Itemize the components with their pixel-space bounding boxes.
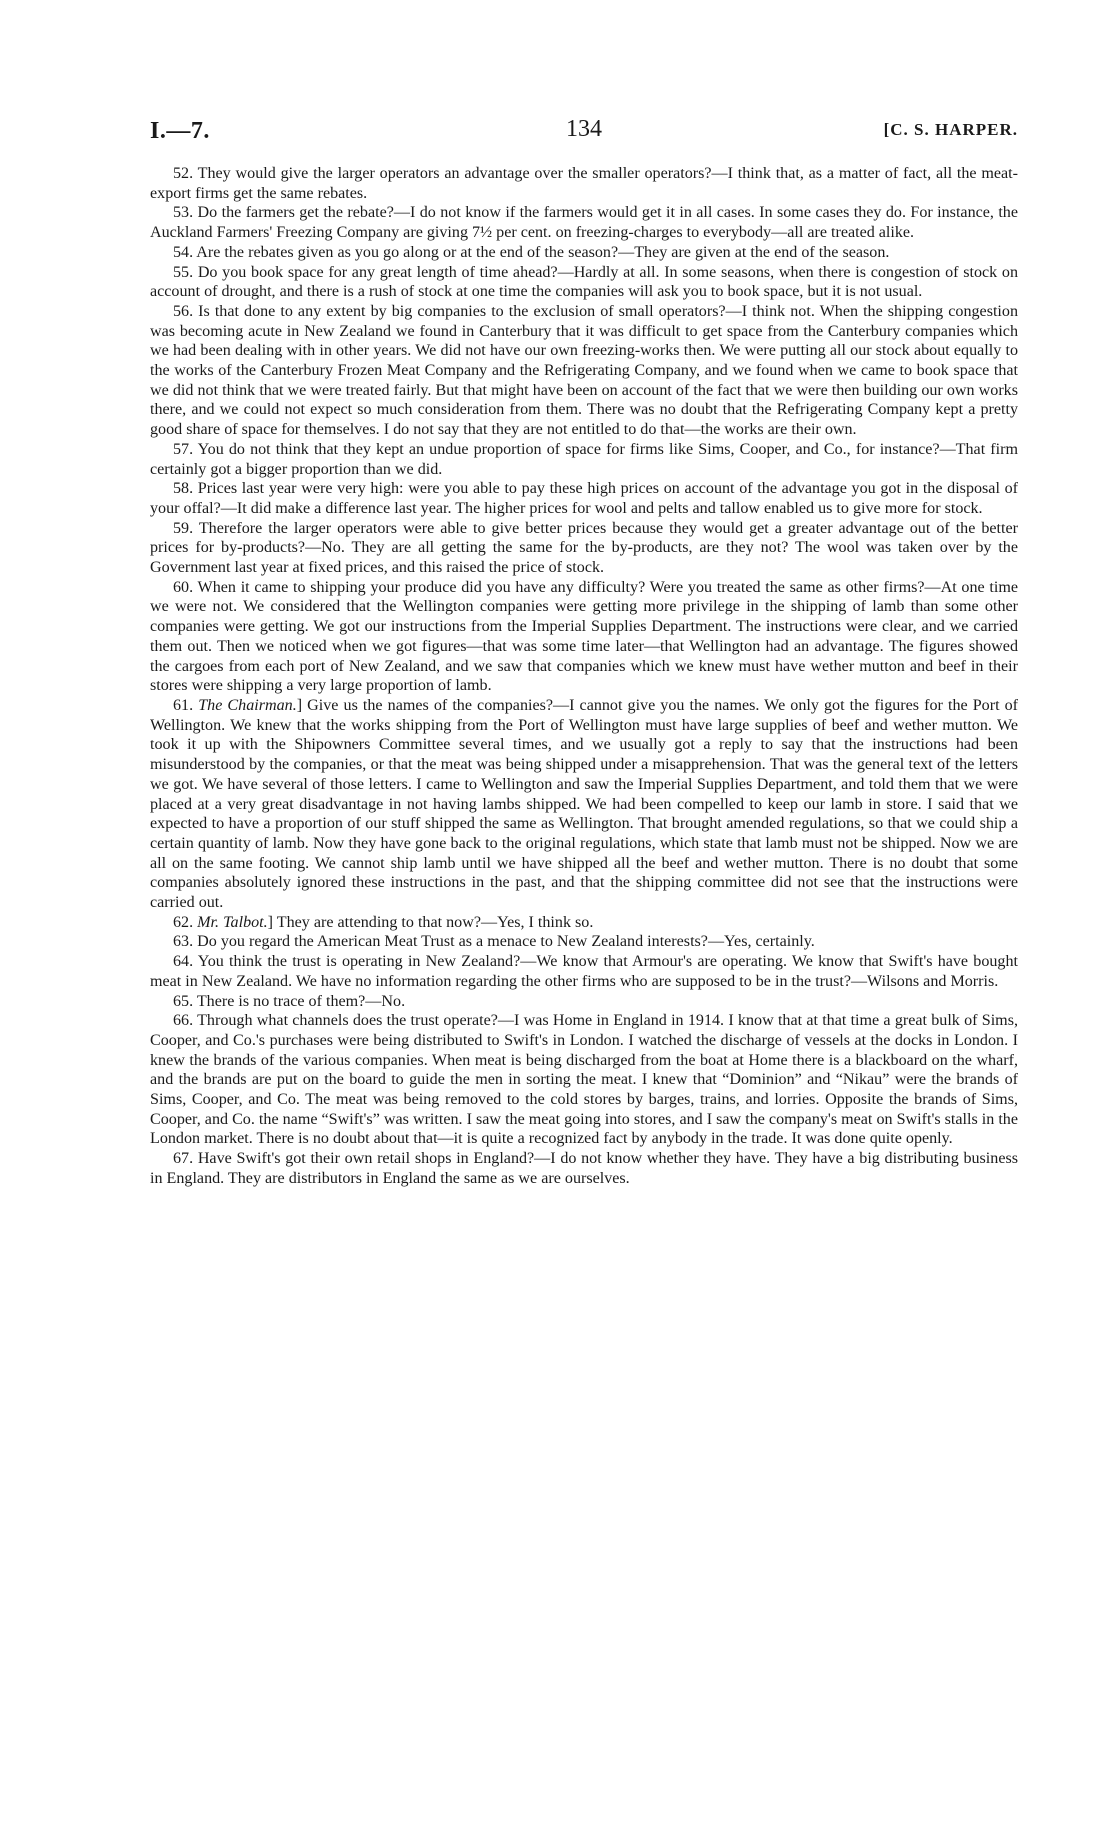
paragraph-53: 53. Do the farmers get the rebate?—I do not know if the farmers would get it in all cases. In some cases they do. For instance, the Auckland Farmers' Freezing Company are giving 7½ per cent. on freezing-charges to everybody—all are treated alike. <box>150 204 1018 242</box>
paragraph-67: 67. Have Swift's got their own retail shops in England?—I do not know whether they have. They have a big distributing business in England. They are distributors in England the same as we are ourselves. <box>150 1150 1018 1187</box>
paragraph-54: 54. Are the rebates given as you go along or at the end of the season?—They are given at the end of the season. <box>173 243 890 261</box>
paragraph-62 <box>150 913 1018 933</box>
paper-reference: I.—7. <box>150 118 210 144</box>
evidence-text <box>150 164 1018 1189</box>
speaker-name: Mr. Talbot. <box>197 913 268 931</box>
page-header <box>150 112 1018 164</box>
paragraph-59: 59. Therefore the larger operators were able to give better prices because they would get a greater advantage out of the better prices for by-products?—No. They are all getting the same for the by-products, are they not? The wool was taken over by the Government last year at fixed prices, and this raised the price of stock. <box>150 519 1018 577</box>
paragraph-65: 65. There is no trace of them?—No. <box>173 992 406 1010</box>
paragraph-61 <box>150 696 1018 913</box>
paragraph-66: 66. Through what channels does the trust operate?—I was Home in England in 1914. I know that at that time a great bulk of Sims, Cooper, and Co.'s purchases were being distributed to Swift's in London. I watched the discharge of vessels at the docks in London. I knew the brands of the various companies. When meat is being discharged from the boat at Home there is a blackboard on the wharf, and the brands are put on the board to guide the men in sorting the meat. I knew that “Dominion” and “Nikau” were the brands of Sims, Cooper, and Co. The meat was being removed to the cold stores by barges, trains, and lorries. Opposite the brands of Sims, Cooper, and Co. the name “Swift's” was written. I saw the meat going into stores, and I saw the company's meat on Swift's stalls in the London market. There is no doubt about that—it is quite a recognized fact by anybody in the trade. It was done quite openly. <box>150 1012 1018 1148</box>
paragraph-body: ] Give us the names of the companies?—I cannot give you the names. We only got the figures for the Port of Wellington. We knew that the works shipping from the Port of Wellington must have large supplies of beef and wether mutton. We took it up with the Shipowners Committee several times, and we usually got a reply to say that the instructions had been misunderstood by the companies, or that the meat was being shipped under a misapprehension. That was the general text of the letters we got. We have several of those letters. I came to Wellington and saw the Imperial Supplies Department, and told them that we were placed at a very great disadvantage in not having lambs shipped. We had been compelled to keep our lamb in store. I said that we expected to have a proportion of our stuff shipped the same as Wellington. That brought amended regulations, so that we could ship a certain quantity of lamb. Now they have gone back to the original regulations, which state that lamb must not be shipped. Now we are all on the same footing. We cannot ship lamb until we have shipped all the beef and wether mutton. There is no doubt that some companies absolutely ignored these instructions in the past, and that the shipping committee did not see that the instructions were carried out. <box>150 696 1019 912</box>
paragraph-64: 64. You think the trust is operating in New Zealand?—We know that Armour's are operating. We know that Swift's have bought meat in New Zealand. We have no information regarding the other firms who are supposed to be in the trust?—Wilsons and Morris. <box>150 953 1018 990</box>
speaker-name: The Chairman. <box>198 696 297 714</box>
paragraph-57: 57. You do not think that they kept an undue proportion of space for firms like Sims, Cooper, and Co., for instance?—That firm certainly got a bigger proportion than we did. <box>150 440 1018 478</box>
paragraph-number: 61. <box>173 696 199 714</box>
paragraph-56: 56. Is that done to any extent by big companies to the exclusion of small operators?—I think not. When the shipping congestion was becoming acute in New Zealand we found in Canterbury that it was difficult to get space from the Canterbury companies which we had been dealing with in other years. We did not have our own freezing-works then. We were putting all our stock about equally to the works of the Canterbury Frozen Meat Company and the Refrigerating Company, and we found when we came to book space that we did not think that we were treated fairly. But that might have been on account of the fact that we were then building our own works there, and we could not expect so much consideration from them. There was no doubt that the Refrigerating Company kept a pretty good share of space for themselves. I do not say that they are not entitled to do that—the works are their own. <box>150 302 1018 439</box>
paragraph-52: 52. They would give the larger operators an advantage over the smaller operators?—I think that, as a matter of fact, all the meat-export firms get the same rebates. <box>150 165 1018 202</box>
paragraph-58: 58. Prices last year were very high: were you able to pay these high prices on account of the advantage you got in the disposal of your offal?—It did make a difference last year. The higher prices for wool and pelts and tallow enabled us to give more for stock. <box>150 480 1018 517</box>
paragraph-body: ] They are attending to that now?—Yes, I think so. <box>267 913 594 931</box>
paragraph-63: 63. Do you regard the American Meat Trust as a menace to New Zealand interests?—Yes, certainly. <box>173 933 815 951</box>
page-number: 134 <box>566 116 602 142</box>
paragraph-55: 55. Do you book space for any great length of time ahead?—Hardly at all. In some seasons, when there is congestion of stock on account of drought, and there is a rush of stock at one time the companies will ask you to book space, but it is not usual. <box>150 263 1018 301</box>
witness-name: [C. S. HARPER. <box>883 120 1018 139</box>
paragraph-number: 62. <box>173 913 198 931</box>
paragraph-60: 60. When it came to shipping your produce did you have any difficulty? Were you treated the same as other firms?—At one time we were not. We considered that the Wellington companies were getting more privilege in the shipping of lamb than some other companies were getting. We got our instructions from the Imperial Supplies Department. The instructions were clear, and we carried them out. Then we noticed when we got figures—that was some time later—that Wellington had an advantage. The figures showed the cargoes from each port of New Zealand, and we saw that companies which we knew must have wether mutton and beef in their stores were shipping a very large proportion of lamb. <box>150 578 1018 695</box>
